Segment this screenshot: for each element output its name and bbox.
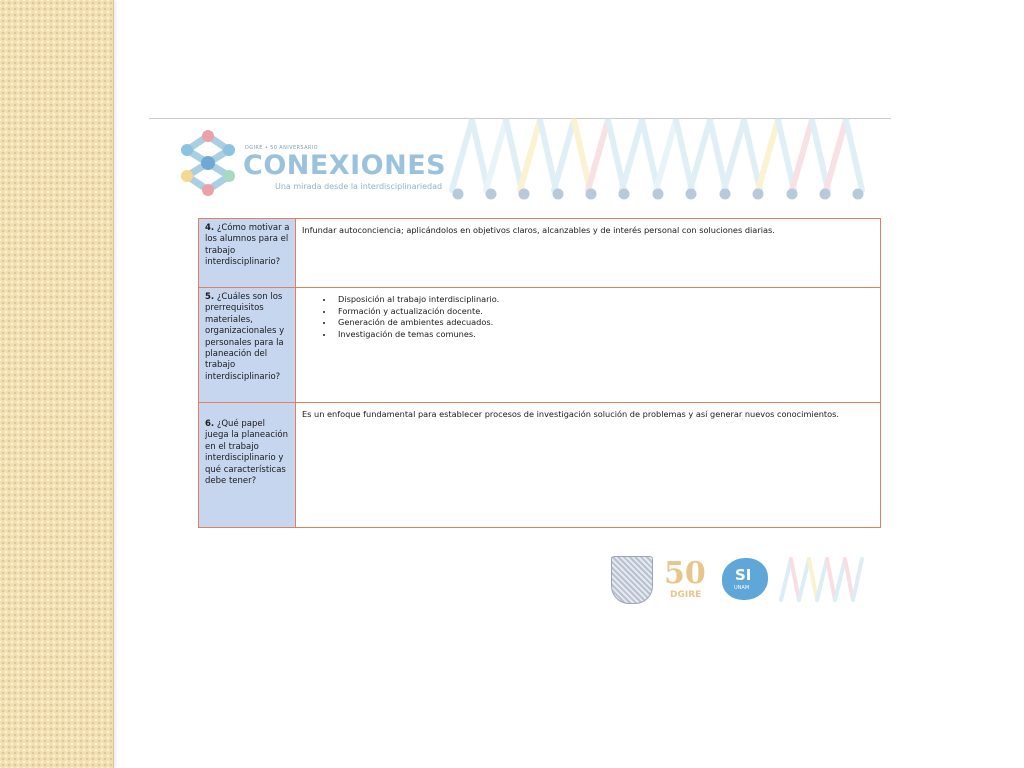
mini-stripes-icon (778, 556, 864, 602)
qa-table (198, 218, 881, 528)
list-item: • Investigación de temas comunes. (334, 329, 874, 341)
question-text: ¿Cuáles son los prerrequisitos materiales, organizacionales y personales para la planeación del trabajo interdisciplinario? (205, 292, 285, 382)
question-number: 6. (205, 419, 215, 429)
decorative-stripes-banner (448, 118, 872, 202)
question-cell (199, 288, 296, 402)
logo-tagline: Una mirada desde la interdisciplinariedad (275, 182, 443, 191)
institution-logos (608, 552, 866, 604)
question-cell (199, 403, 296, 527)
dgire-50-logo (662, 556, 714, 602)
answer-cell (296, 288, 880, 402)
table-row (199, 288, 880, 403)
si-sub-label: UNAM (734, 585, 750, 591)
fifty-number: 50 (664, 556, 706, 591)
fifty-label: DGIRE (670, 590, 702, 600)
logo-anniversary-text: DGIRE • 50 ANIVERSARIO (245, 145, 318, 151)
network-logo-icon (173, 128, 243, 198)
question-number: 5. (205, 292, 215, 302)
conexiones-logo (173, 128, 447, 198)
answer-cell (296, 403, 880, 527)
question-text: ¿Qué papel juega la planeación en el trabajo interdisciplinario y qué características debe tener? (205, 419, 288, 487)
question-text: ¿Cómo motivar a los alumnos para el trabajo interdisciplinario? (205, 223, 290, 268)
side-texture-panel (0, 0, 114, 768)
answer-bullet-list (302, 294, 874, 340)
unam-shield-icon (611, 556, 653, 604)
question-number: 4. (205, 223, 215, 233)
answer-cell (296, 219, 880, 287)
table-row (199, 219, 880, 288)
logo-wordmark: CONEXIONES (243, 150, 447, 181)
list-item: • Generación de ambientes adecuados. (334, 317, 874, 329)
table-row (199, 403, 880, 527)
si-label: SI (735, 566, 752, 584)
si-unam-badge (722, 558, 768, 600)
answer-text: Infundar autoconciencia; aplicándolos en objetivos claros, alcanzables y de interés personal con soluciones diarias. (302, 225, 775, 235)
list-item: • Disposición al trabajo interdisciplinario. (334, 294, 874, 306)
answer-text: Es un enfoque fundamental para establecer procesos de investigación solución de problemas y así generar nuevos conocimientos. (302, 409, 840, 419)
list-item: • Formación y actualización docente. (334, 306, 874, 318)
question-cell (199, 219, 296, 287)
